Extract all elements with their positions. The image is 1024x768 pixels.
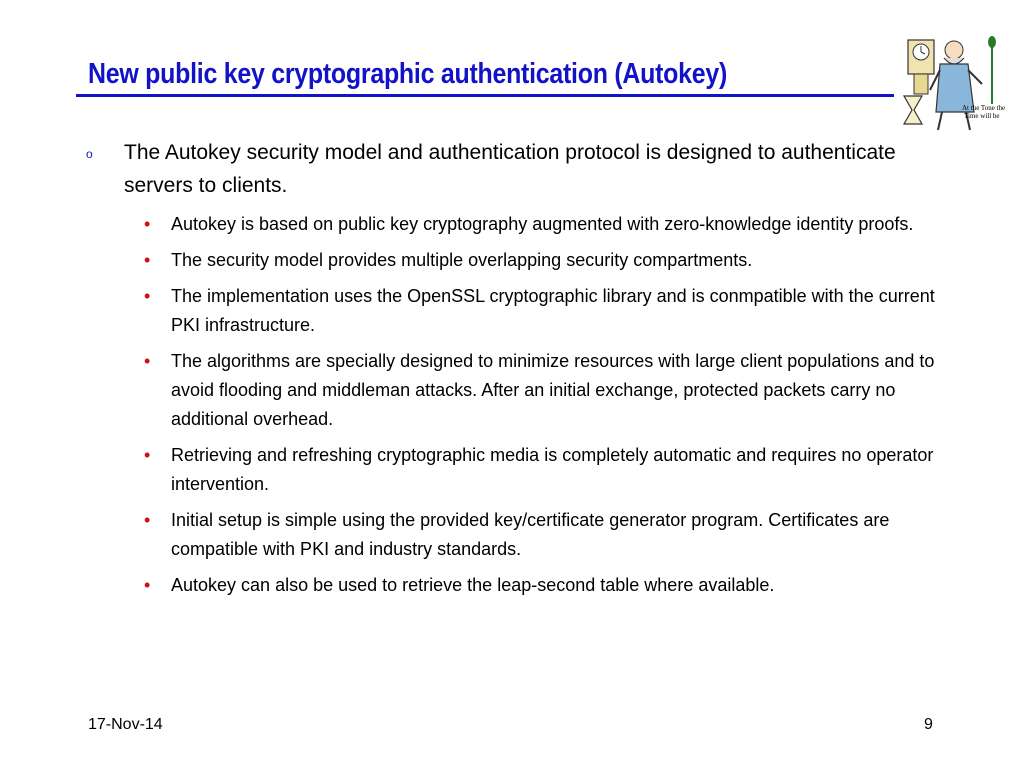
sub-point bbox=[144, 210, 944, 239]
sub-point-text: Autokey can also be used to retrieve the leap-second table where available. bbox=[171, 575, 775, 595]
sub-point-list bbox=[144, 210, 944, 607]
sub-point-text: Autokey is based on public key cryptography augmented with zero-knowledge identity proofs. bbox=[171, 214, 914, 234]
bullet-dot-icon: • bbox=[144, 510, 151, 530]
sub-point bbox=[144, 282, 944, 340]
bullet-dot-icon: • bbox=[144, 286, 151, 306]
bullet-dot-icon: • bbox=[144, 250, 151, 270]
footer-date: 17-Nov-14 bbox=[88, 716, 163, 733]
sub-point bbox=[144, 571, 944, 600]
main-point-text: The Autokey security model and authentication protocol is designed to authenticate servers to clients. bbox=[124, 141, 896, 197]
father-time-clipart-icon bbox=[896, 30, 1014, 134]
sub-point bbox=[144, 506, 944, 564]
sub-point-text: The implementation uses the OpenSSL cryptographic library and is conmpatible with the current PKI infrastructure. bbox=[171, 286, 935, 335]
main-bullet-icon: o bbox=[86, 147, 93, 161]
bullet-dot-icon: • bbox=[144, 214, 151, 234]
sub-point-text: Initial setup is simple using the provided key/certificate generator program. Certificates are compatible with PKI and industry standards. bbox=[171, 510, 890, 559]
title-underline bbox=[76, 94, 894, 97]
sub-point bbox=[144, 441, 944, 499]
clipart-caption-line1: At the Tone the bbox=[962, 104, 1006, 112]
bullet-dot-icon: • bbox=[144, 351, 151, 371]
sub-point-text: The algorithms are specially designed to minimize resources with large client populations and to avoid flooding and middleman attacks. After an initial exchange, protected packets carry no additional overhead. bbox=[171, 351, 935, 429]
sub-point bbox=[144, 246, 944, 275]
bullet-dot-icon: • bbox=[144, 575, 151, 595]
sub-point-text: The security model provides multiple overlapping security compartments. bbox=[171, 250, 753, 270]
sub-point-text: Retrieving and refreshing cryptographic media is completely automatic and requires no operator intervention. bbox=[171, 445, 934, 494]
clipart-caption-line2: Time will be bbox=[964, 112, 1000, 120]
sub-point bbox=[144, 347, 944, 434]
bullet-dot-icon: • bbox=[144, 445, 151, 465]
slide-title: New public key cryptographic authentication (Autokey) bbox=[88, 58, 728, 90]
page-number: 9 bbox=[924, 716, 933, 733]
